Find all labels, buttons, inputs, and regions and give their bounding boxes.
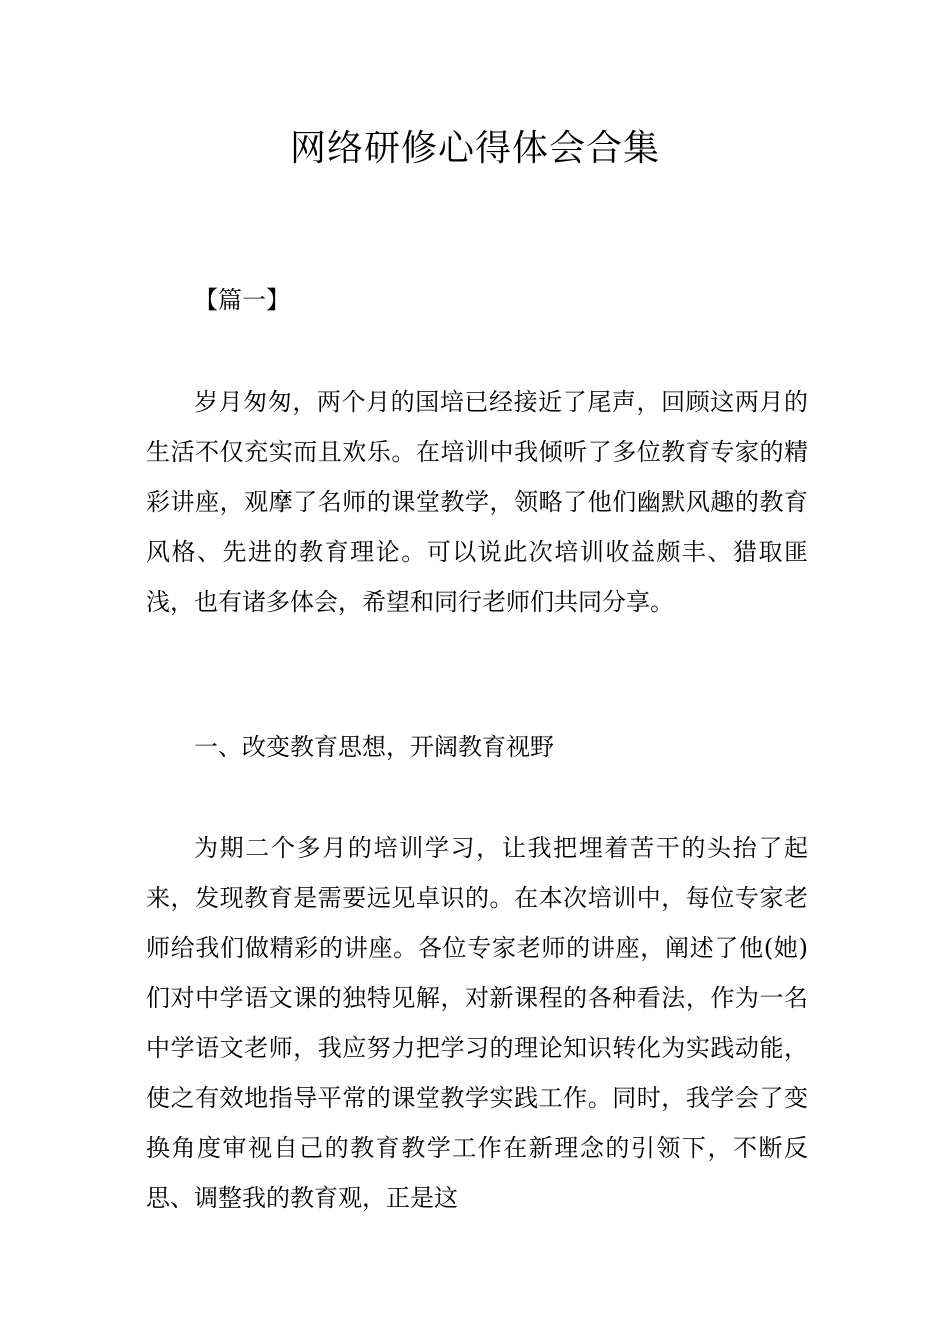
paragraph-intro: 岁月匆匆，两个月的国培已经接近了尾声，回顾这两月的生活不仅充实而且欢乐。在培训中我倾听了多位教育专家的精彩讲座，观摩了名师的课堂教学，领略了他们幽默风趣的教育风格、先进的教育理论。可以说此次培训收益颇丰、猎取匪浅，也有诸多体会，希望和同行老师们共同分享。 — [146, 388, 808, 616]
document-title: 网络研修心得体会合集 — [289, 128, 660, 169]
section-heading-1: 一、改变教育思想，开阔教育视野 — [194, 733, 554, 761]
paragraph-body: 为期二个多月的培训学习，让我把埋着苦干的头抬了起来，发现教育是需要远见卓识的。在本次培训中，每位专家老师给我们做精彩的讲座。各位专家老师的讲座，阐述了他(她)们对中学语文课的独特见解，对新课程的各种看法，作为一名中学语文老师，我应努力把学习的理论知识转化为实践动能，使之有效地指导平常的课堂教学实践工作。同时，我学会了变换角度审视自己的教育教学工作在新理念的引领下，不断反思、调整我的教育观，正是这 — [146, 834, 808, 1212]
section-label: 【篇一】 — [194, 286, 290, 314]
